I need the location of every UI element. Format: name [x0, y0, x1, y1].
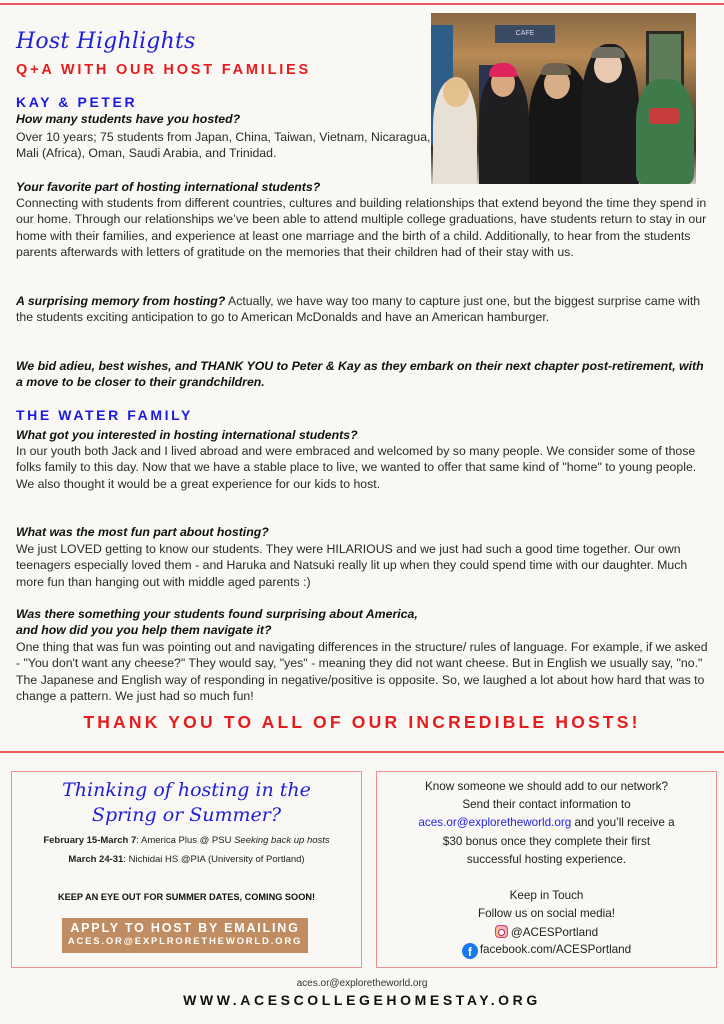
program-name: : America Plus @ PSU: [136, 835, 235, 846]
photo-cafe-sign: CAFE: [495, 25, 555, 43]
question: Your favorite part of hosting international students?: [16, 180, 321, 194]
referral-line: successful hosting experience.: [466, 852, 627, 866]
farewell-note: [16, 358, 712, 391]
answer: Connecting with students from different countries, cultures and building relationships that extend beyond the time they spend in our home. Through our relationships we’ve been able to attend multiple college graduations, have students return to stay in our home with their families, and experience at least one marriage and the birth of a child. Additionally, to hear from the students parents afterwards with letters of gratitude on the memories that their children had of their stay with us.: [16, 196, 707, 259]
photo-head: [443, 77, 469, 107]
date-range: February 15-March 7: [43, 835, 137, 846]
answer: We just LOVED getting to know our students. They were HILARIOUS and we just had such a good time together. Our own teenagers especially loved them - and Haruka and Natsuki really lit up when they could spend time with our daughter. Much more fun than hanging out with middle aged parents :): [16, 542, 688, 589]
hosting-dates-box: [11, 771, 362, 968]
program-date-row: [12, 854, 361, 865]
facebook-url[interactable]: facebook.com/ACESPortland: [479, 943, 632, 956]
referral-line-suffix: and you’ll receive a: [571, 816, 675, 830]
referral-text: [377, 778, 716, 869]
hosting-box-title-line-1: Thinking of hosting in the: [62, 779, 311, 801]
summer-dates-notice: KEEP AN EYE OUT FOR SUMMER DATES, COMING SOON!: [57, 892, 316, 902]
answer-with-question: [16, 293, 712, 326]
question: and how did you you help them navigate it?: [16, 623, 272, 637]
question: What was the most fun part about hosting?: [16, 525, 269, 539]
photo-pink-beanie: [489, 63, 517, 77]
question: What got you interested in hosting international students?: [16, 428, 358, 442]
question: A surprising memory from hosting?: [16, 294, 226, 308]
hosting-box-title: [12, 778, 361, 828]
photo-cap: [591, 47, 625, 58]
page-title: Host Highlights: [16, 29, 196, 54]
program-name: : Nichidai HS @PIA (University of Portland): [123, 854, 305, 865]
photo-lion-dance-costume: [636, 79, 694, 184]
footer-email[interactable]: aces.or@exploretheworld.org: [296, 978, 428, 989]
page-subtitle: Q+A WITH OUR HOST FAMILIES: [16, 62, 312, 78]
footer-website[interactable]: WWW.ACESCOLLEGEHOMESTAY.ORG: [183, 992, 541, 1008]
referral-line: Send their contact information to: [462, 798, 631, 812]
facebook-icon: f: [462, 943, 478, 959]
host-family-photo: [431, 13, 696, 184]
referral-line: Know someone we should add to our network?: [425, 780, 668, 793]
question: How many students have you hosted?: [16, 112, 241, 126]
hosting-box-title-line-2: Spring or Summer?: [91, 804, 282, 826]
date-range: March 24-31: [68, 854, 124, 865]
facebook-link[interactable]: [377, 943, 716, 959]
answer: One thing that was fun was pointing out and navigating differences in the structure/ rules of language. For example, if we asked - "You don't want any cheese?" They would say, "yes" - meaning they did not want cheese. But in English we usually say, "no." The Japanese and English way of responding in negative/positive is opposite. So, we laughed a lot about how hard that was to change a pattern. We just had so much fun!: [16, 640, 708, 703]
referral-email-link[interactable]: aces.or@exploretheworld.org: [418, 816, 572, 830]
answer-text: Actually, we have way too many to capture just one, but the biggest surprise came with the students exciting anticipation to go to American McDonalds and have an American hamburger.: [16, 294, 701, 325]
apply-label: APPLY TO HOST BY EMAILING: [70, 921, 300, 935]
apply-to-host-banner[interactable]: [62, 918, 308, 953]
program-note: Seeking back up hosts: [234, 835, 330, 846]
farewell-text: We bid adieu, best wishes, and THANK YOU to Peter & Kay as they embark on their next chapter post-retirement, with a move to be closer to their grandchildren.: [16, 359, 704, 390]
instagram-handle[interactable]: @ACESPortland: [510, 926, 599, 939]
program-date-row: [12, 835, 361, 846]
referral-line: [377, 814, 716, 832]
answer: In our youth both Jack and I lived abroad and were embraced and welcomed by so many people. We consider some of those folks family to this day. Now that we have a stable place to live, we wanted to offer that same kind of "home" to young people. We also thought it would be a great experience for our kids to host.: [16, 444, 697, 491]
answer: Over 10 years; 75 students from Japan, China, Taiwan, Vietnam, Nicaragua, Mali (Africa), Oman, Saudi Arabia, and Trinidad.: [16, 130, 431, 161]
instagram-icon: [495, 925, 508, 938]
keep-in-touch-heading: Keep in Touch: [509, 889, 584, 902]
referral-line: $30 bonus once they complete their first: [442, 834, 651, 848]
keep-in-touch: [377, 887, 716, 923]
question: Was there something your students found surprising about America,: [16, 607, 418, 621]
photo-hat: [541, 63, 571, 75]
section-divider: [0, 751, 724, 753]
thank-you-banner: THANK YOU TO ALL OF OUR INCREDIBLE HOSTS!: [83, 712, 641, 732]
instagram-link[interactable]: [377, 925, 716, 939]
top-divider: [0, 3, 724, 5]
family-heading-water: THE WATER FAMILY: [16, 407, 193, 423]
apply-email[interactable]: ACES.OR@EXPLRORETHEWORLD.ORG: [67, 936, 303, 947]
follow-text: Follow us on social media!: [477, 907, 616, 921]
photo-lion-mouth: [649, 108, 679, 124]
referral-box: [376, 771, 717, 968]
family-heading-kay-peter: KAY & PETER: [16, 94, 138, 110]
